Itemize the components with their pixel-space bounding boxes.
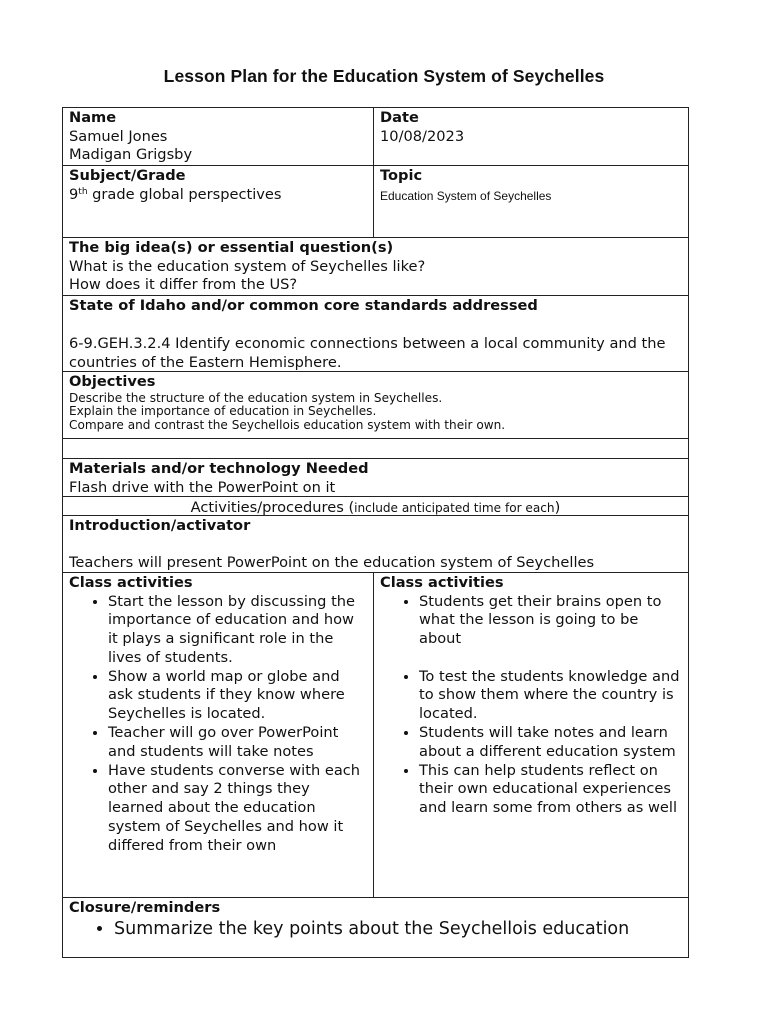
materials-label: Materials and/or technology Needed bbox=[69, 460, 369, 477]
subject-label: Subject/Grade bbox=[69, 167, 186, 184]
subject-cell bbox=[63, 166, 373, 205]
class-activities-right-cell bbox=[374, 573, 688, 819]
introduction-label: Introduction/activator bbox=[69, 517, 251, 534]
grade-suffix: th bbox=[78, 186, 88, 197]
materials-row bbox=[63, 458, 688, 496]
objectives-label: Objectives bbox=[69, 373, 156, 390]
big-idea-cell bbox=[63, 238, 688, 296]
subject-value bbox=[69, 186, 367, 205]
standards-row bbox=[63, 295, 688, 371]
topic-cell bbox=[374, 166, 688, 205]
class-activities-label: Class activities bbox=[69, 574, 193, 591]
column-divider bbox=[373, 108, 374, 237]
big-idea-row bbox=[63, 237, 688, 295]
subject-topic-row bbox=[63, 165, 688, 237]
name-value: Madigan Grigsby bbox=[69, 146, 193, 164]
student-activities-list bbox=[380, 593, 682, 819]
introduction-cell bbox=[63, 516, 688, 573]
objective-item: Compare and contrast the Seychellois education system with their own. bbox=[69, 417, 506, 432]
name-value: Samuel Jones bbox=[69, 127, 168, 145]
big-idea-question: What is the education system of Seychelles like? bbox=[69, 257, 426, 275]
activities-header-note: include anticipated time for each bbox=[354, 501, 555, 515]
objective-item: Describe the structure of the education system in Seychelles. bbox=[69, 390, 443, 405]
list-item: • Show a world map or globe and ask students if they know where Seychelles is located. bbox=[108, 668, 367, 724]
closure-label: Closure/reminders bbox=[69, 899, 221, 916]
list-item: • Teacher will go over PowerPoint and students will take notes bbox=[108, 724, 367, 762]
class-activities-label: Class activities bbox=[380, 574, 504, 591]
standards-cell bbox=[63, 296, 688, 373]
big-idea-label: The big idea(s) or essential question(s) bbox=[69, 239, 394, 256]
list-item: • Summarize the key points about the Seychellois education bbox=[114, 918, 682, 940]
lesson-plan-table bbox=[62, 107, 689, 958]
activities-header-row bbox=[63, 496, 688, 515]
column-divider bbox=[373, 573, 374, 898]
class-activities-left-cell bbox=[63, 573, 373, 857]
list-item: • Students get their brains open to what the lesson is going to be about bbox=[419, 593, 682, 649]
name-date-row bbox=[63, 108, 688, 165]
list-item: • This can help students reflect on their own educational experiences and learn some from others as well bbox=[419, 762, 682, 818]
grade-number: 9 bbox=[69, 185, 79, 203]
introduction-row bbox=[63, 515, 688, 572]
activities-header-label: Activities/procedures ( bbox=[190, 499, 355, 516]
date-label: Date bbox=[380, 109, 419, 126]
materials-text: Flash drive with the PowerPoint on it bbox=[69, 478, 336, 496]
list-item: • Start the lesson by discussing the importance of education and how it plays a significant role in the lives of students. bbox=[108, 593, 367, 668]
class-activities-row bbox=[63, 572, 688, 897]
teacher-activities-list bbox=[69, 593, 367, 856]
date-cell bbox=[374, 108, 688, 147]
materials-cell bbox=[63, 459, 688, 498]
standards-label: State of Idaho and/or common core standards addressed bbox=[69, 297, 538, 314]
objective-item: Explain the importance of education in Seychelles. bbox=[69, 404, 377, 419]
empty-row bbox=[63, 438, 688, 458]
big-idea-question: How does it differ from the US? bbox=[69, 276, 298, 294]
closure-row bbox=[63, 897, 688, 957]
closure-list bbox=[69, 918, 682, 940]
standards-text: 6-9.GEH.3.2.4 Identify economic connections between a local community and the countries of the Eastern Hemisphere. bbox=[69, 334, 666, 371]
course-name: grade global perspectives bbox=[87, 185, 282, 203]
name-cell bbox=[63, 108, 373, 166]
topic-value: Education System of Seychelles bbox=[380, 188, 552, 203]
document-title: Lesson Plan for the Education System of Seychelles bbox=[163, 66, 605, 86]
list-item: • Have students converse with each other and say 2 things they learned about the education system of Seychelles and how it differed from their own bbox=[108, 762, 367, 856]
name-label: Name bbox=[69, 109, 117, 126]
list-item: • Students will take notes and learn about a different education system bbox=[419, 724, 682, 762]
introduction-text: Teachers will present PowerPoint on the education system of Seychelles bbox=[69, 553, 595, 571]
topic-label: Topic bbox=[380, 167, 423, 184]
activities-header-close: ) bbox=[554, 499, 561, 516]
closure-cell bbox=[63, 898, 688, 941]
date-value: 10/08/2023 bbox=[380, 127, 465, 145]
list-item: • To test the students knowledge and to show them where the country is located. bbox=[419, 668, 682, 724]
objectives-cell bbox=[63, 372, 688, 433]
objectives-row bbox=[63, 371, 688, 438]
